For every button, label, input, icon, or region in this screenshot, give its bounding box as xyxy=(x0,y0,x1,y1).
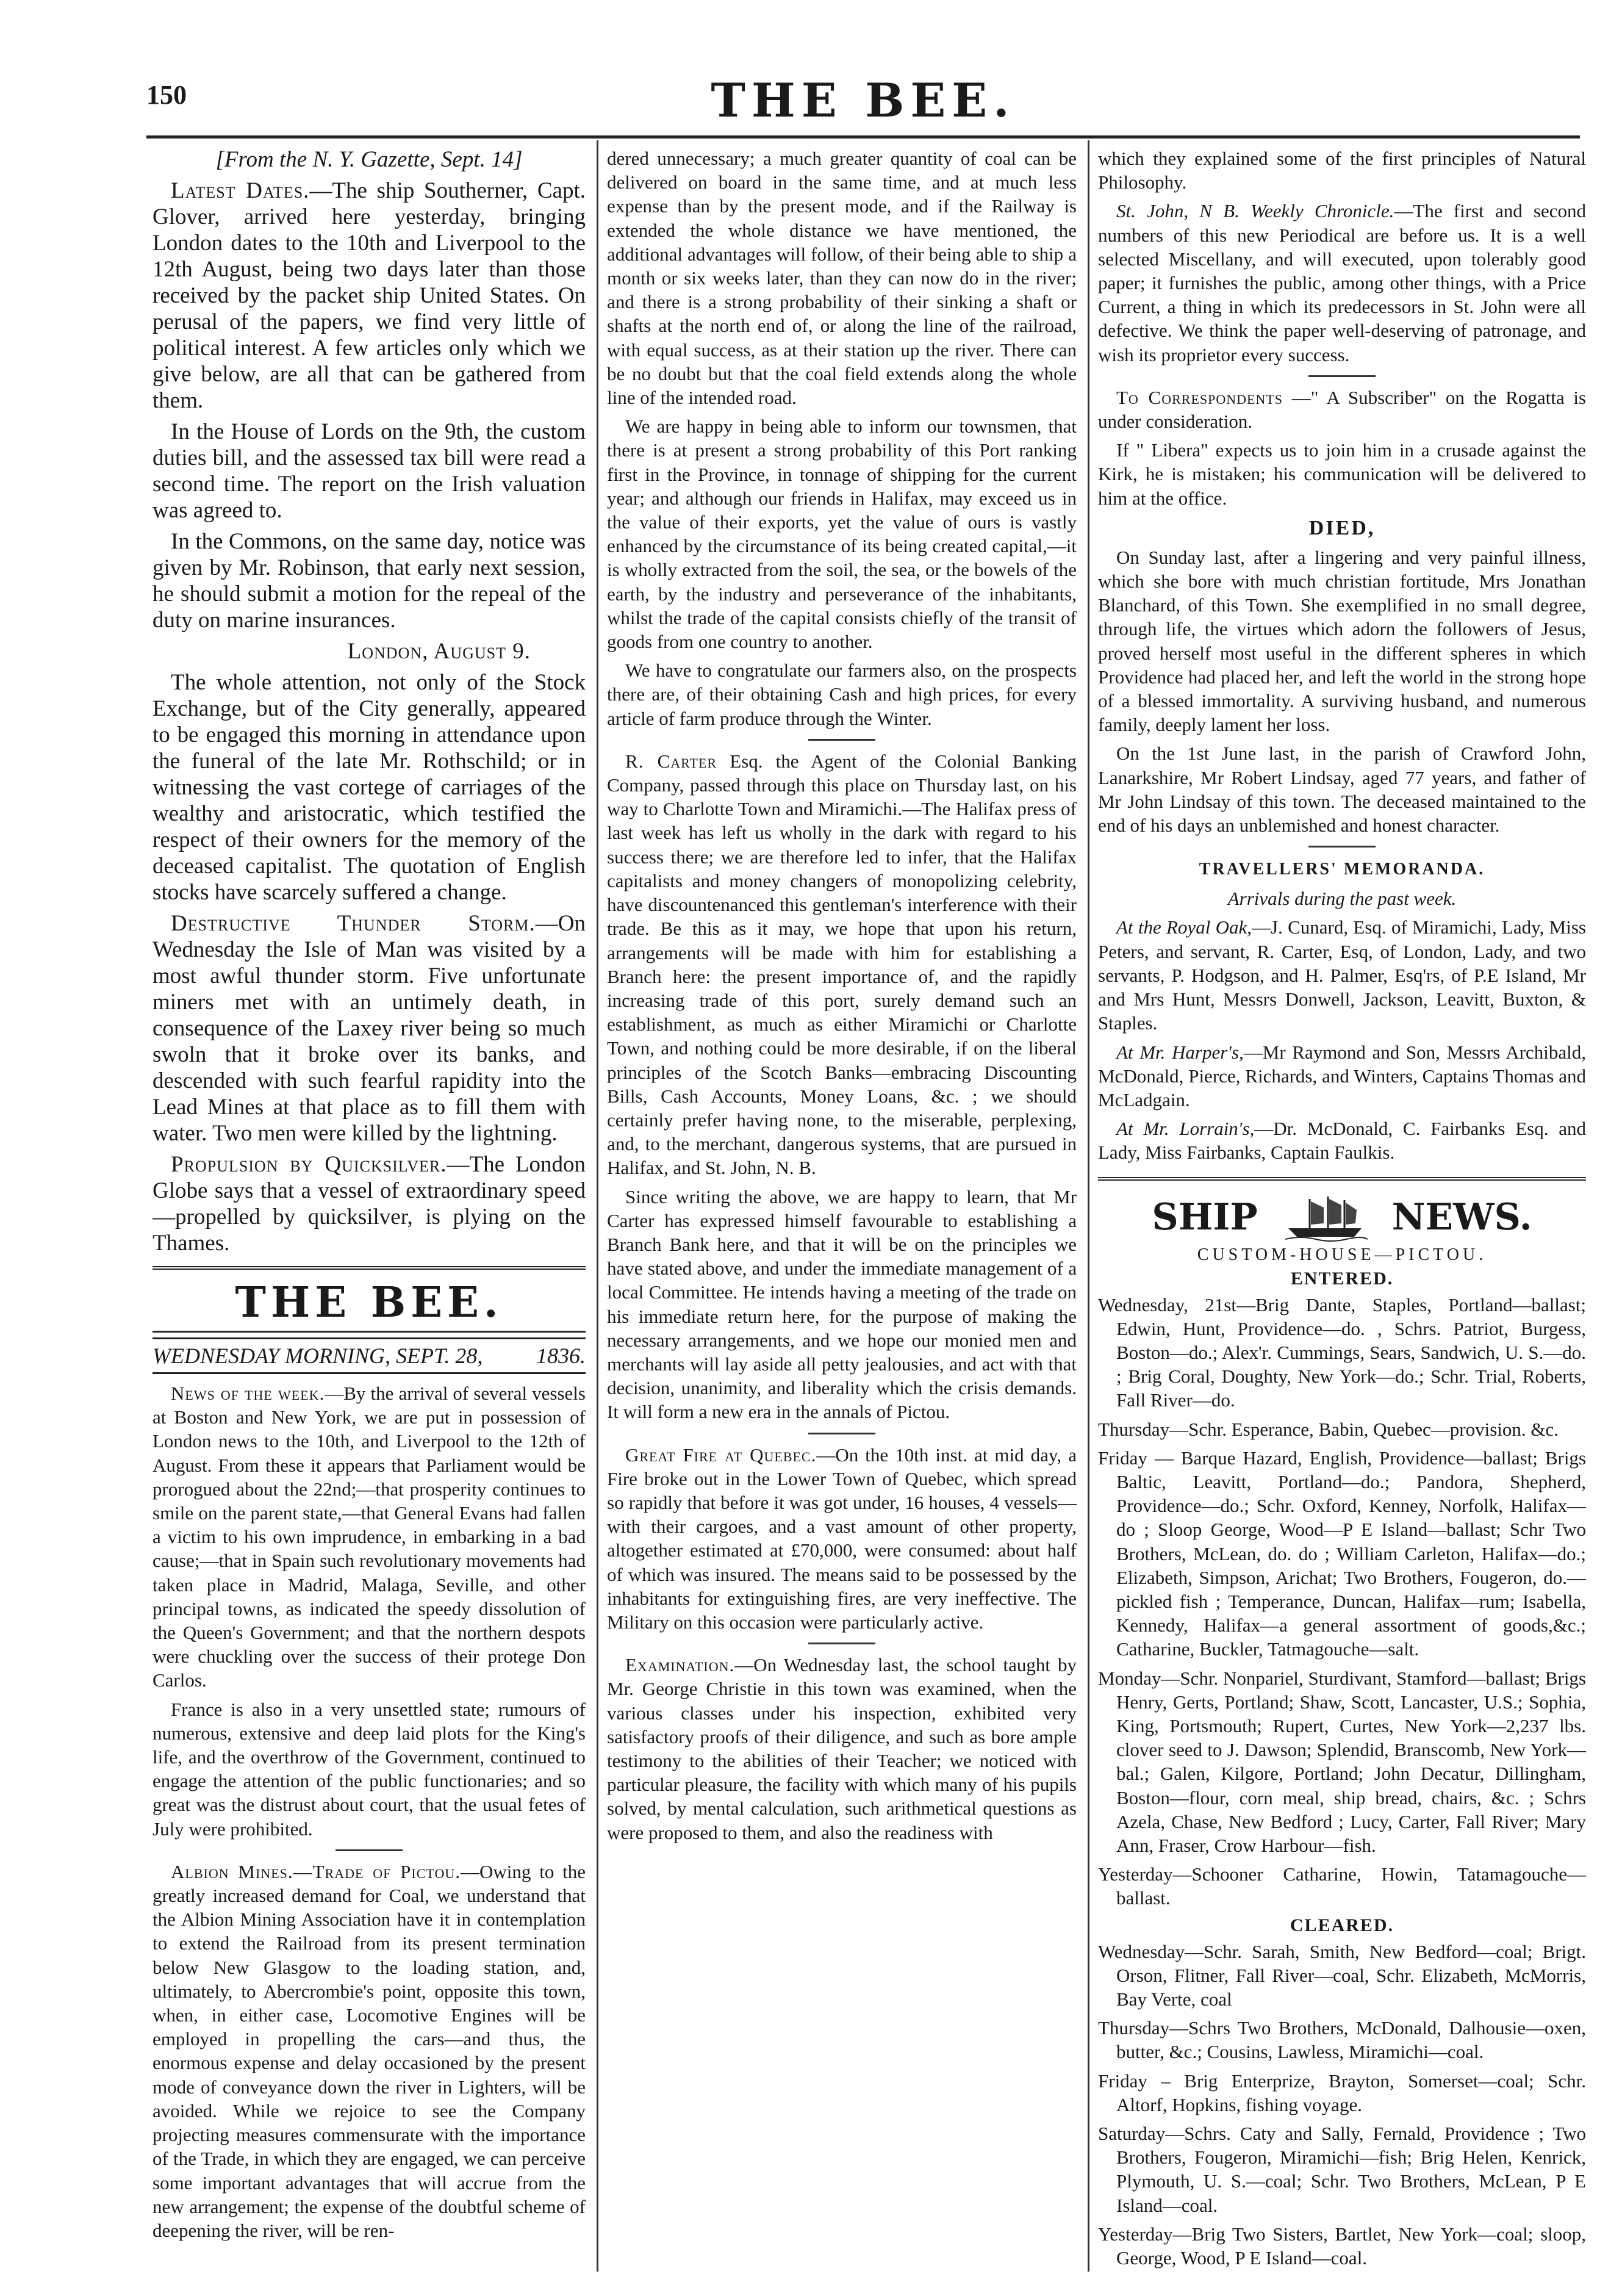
article-lead: Latest Dates. xyxy=(171,178,310,203)
dateline: London, August 9. xyxy=(347,639,531,664)
traveller-entry xyxy=(1098,915,1586,1035)
entry-lead: At the Royal Oak, xyxy=(1116,916,1252,938)
ship-news-section xyxy=(1098,1177,1586,2270)
entry-body: —J. Cunard, Esq. of Miramichi, Lady, Miss Peters, and servant, R. Carter, Esq, of London, Lady, and two servants, P. Hodgson, and H. Palmer, Esq'rs, of P.E Island, Mr and Mrs Hunt, Messrs Donwell, Jackson, Leavitt, Buxton, & Staples. xyxy=(1098,916,1586,1034)
article-body: —On Wednesday last, the school taught by Mr. George Christie in this town was examined, when the various classes under his inspection, exhibited very satisfactory proofs of their diligence, and such as bore ample testimony to the abilities of their Teacher; we noticed with particular pleasure, the facility with which many of his pupils solved, by mental calculation, such arithmetical questions as were proposed to them, and also the readiness with xyxy=(607,1654,1077,1843)
ship-entry: Monday—Schr. Nonpariel, Sturdivant, Stamford—ballast; Brigs Henry, Gerts, Portland; Shaw, Scott, Lancaster, U.S.; Sophia, King, Portsmouth; Rupert, Curtes, New York—2,237 lbs. clover seed to J. Dawson; Splendid, Branscomb, New York—bal.; Galen, Kilgore, Portland; John Decatur, Dillingham, Boston—flour, corn meal, ship bread, chairs, &c. ; Schrs Azela, Chase, New Bedford ; Lucy, Carter, Fall River; Mary Ann, Fraser, Crow Harbour—fish. xyxy=(1098,1667,1586,1856)
ship-news-title-left: SHIP xyxy=(1152,1195,1258,1239)
entered-heading: ENTERED. xyxy=(1290,1268,1394,1289)
header-rule xyxy=(146,135,1580,139)
paragraph: dered unnecessary; a much greater quantity of coal can be delivered on board in the same time, and at much less expense than by the present mode, and if the Railway is extended the whole distance we have mentioned, the additional advantages will follow, of their being able to ship a month or six weeks later, than they can now do in the river; and there is a strong probability of their sinking a shaft or shafts at the north end of, or along the line of the railroad, with equal success, as at their station up the river. There can be no doubt but that the coal field extends along the whole line of the intended road. xyxy=(607,148,1077,409)
traveller-entry xyxy=(1098,1117,1586,1164)
ship-clearance: Wednesday—Schr. Sarah, Smith, New Bedford—coal; Brigt. Orson, Flitner, Fall River—coal, Schr. Elizabeth, McMorris, Bay Verte, coal xyxy=(1098,1940,1586,2010)
article-lead: To Correspondents xyxy=(1116,386,1283,408)
entry-lead: At Mr. Harper's, xyxy=(1116,1041,1244,1063)
article-body: —By the arrival of several vessels at Boston and New York, we are put in possession of London news to the 10th, and Liverpool to the 12th of August. From these it appears that Parliament would be prorogued about the 22nd;—that prosperity continues to smile on the parent state,—that General Evans had fallen a victim to his own imprudence, in embarking in a bad cause;—that in Spain such revolutionary movements had taken place in Madrid, Malaga, Seville, and other principal towns, as indicated the speedy dissolution of the Queen's Government; and that the northern despots were chuckling over the success of their protege Don Carlos. xyxy=(153,1383,586,1691)
article-body: —" A Subscriber" on the Rogatta is under consideration. xyxy=(1098,386,1586,433)
article-carter xyxy=(607,749,1077,1180)
article-body: —The London Globe says that a vessel of extraordinary speed —propelled by quicksilver, is plying on the Thames. xyxy=(153,1152,586,1256)
paragraph: We are happy in being able to inform our townsmen, that there is at present a strong probability of this Port ranking first in the Province, in tonnage of shipping for the current year; and although our friends in Halifax, may exceed us in the value of their exports, yet the value of ours is vastly enhanced by the circumstance of its being created capital,—it is wholly extracted from the soil, the sea, or the bowels of the earth, by the industry and perseverance of the inhabitants, whilst the trade of the capital consists chiefly of the transit of goods from one country to another. xyxy=(607,416,1077,653)
article-lead: Great Fire at Quebec. xyxy=(625,1444,817,1466)
page-number: 150 xyxy=(146,80,187,110)
article-lead: Albion Mines.—Trade of Pictou. xyxy=(171,1860,461,1882)
source-line: [From the N. Y. Gazette, Sept. 14] xyxy=(215,147,523,172)
article-body: Esq. the Agent of the Colonial Banking Company, passed through this place on Thursday last, on his way to Charlotte Town and Miramichi.—The Halifax press of last week has left us wholly in the dark with regard to his success there; we are therefore led to infer, that the Halifax capitalists and money changers of monopolizing celebrity, have discountenanced this gentleman's interference with their trade. Be this as it may, we hope that upon his return, arrangements will be made with him for establishing a Branch here: the present importance of, and the rapidly increasing trade of this port, surely demand such an establishment, as much as either Miramichi or Charlotte Town, and nothing could be more desirable, if on the liberal principles of the Scotch Banks—embracing Discounting Bills, Cash Accounts, Money Loans, &c. ; we should certainly prefer having none, to the miserable, perplexing, and, to the merchant, dangerous systems, that are pursued in Halifax, and St. John, N. B. xyxy=(607,750,1077,1179)
separator xyxy=(808,1643,875,1644)
article-body: —On the 10th inst. at mid day, a Fire broke out in the Lower Town of Quebec, which spread so rapidly that before it was got under, 16 houses, 4 vessels—with their cargoes, and a vast amount of other property, altogether estimated at £70,000, were consumed: about half of which was insured. The means said to be possessed by the inhabitants for extinguishing fires, are very ineffective. The Military on this occasion were particularly active. xyxy=(607,1444,1077,1633)
obituary: On the 1st June last, in the parish of Crawford John, Lanarkshire, Mr Robert Lindsay, aged 77 years, and father of Mr John Lindsay of this town. The deceased maintained to the end of his days an unblemished and honest character. xyxy=(1098,743,1586,837)
article-albion-mines xyxy=(153,1860,586,2242)
separator xyxy=(336,1849,403,1851)
article-lead: St. John, N B. Weekly Chronicle. xyxy=(1116,200,1394,222)
page-header xyxy=(146,73,1580,134)
article-body: —On Wednesday the Isle of Man was visited by a most awful thunder storm. Five unfortunate miners met with an untimely death, in consequence of the Laxey river being so much swoln that it broke over its banks, and descended with such fearful rapidity into the Lead Mines at that place as to fill them with water. Two men were killed by the lightning. xyxy=(153,911,586,1146)
ship-icon xyxy=(1282,1193,1368,1242)
ship-entry: Friday — Barque Hazard, English, Providence—ballast; Brigs Baltic, Leavitt, Portland—do.; Pandora, Shepherd, Providence—do.; Schr. Oxford, Kenney, Norfolk, Halifax—do ; Sloop George, Wood—P E Island—ballast; Schr Two Brothers, McLean, do. do ; William Carleton, Halifax—do.; Elizabeth, Simpson, Arichat; Two Brothers, Fougeron, do.—pickled fish ; Temperance, Duncan, Halifax—rum; Isabella, Kennedy, Halifax—a general assortment of goods,&c.; Catharine, Buckler, Tatmagouche—salt. xyxy=(1098,1447,1586,1660)
ship-entry: Thursday—Schr. Esperance, Babin, Quebec—provision. &c. xyxy=(1098,1418,1559,1440)
ship-news-title xyxy=(1098,1193,1586,1242)
article-quicksilver xyxy=(153,1151,586,1256)
article-thunder-storm xyxy=(153,910,586,1146)
column-rule-1 xyxy=(597,140,598,2272)
issue-year: 1836. xyxy=(536,1344,586,1368)
ship-clearance: Thursday—Schrs Two Brothers, McDonald, Dalhousie—oxen, butter, &c.; Cousins, Lawless, Miramichi—coal. xyxy=(1098,2017,1586,2063)
separator xyxy=(1308,846,1376,848)
paragraph: In the House of Lords on the 9th, the custom duties bill, and the assessed tax bill were read a second time. The report on the Irish valuation was agreed to. xyxy=(153,419,586,523)
traveller-entry xyxy=(1098,1040,1586,1112)
paragraph: If " Libera" expects us to join him in a crusade against the Kirk, he is mistaken; his communication will be delivered to him at the office. xyxy=(1098,439,1586,509)
article-latest-dates xyxy=(153,178,586,414)
issue-date-text: WEDNESDAY MORNING, SEPT. 28, xyxy=(153,1344,483,1368)
article-lead: R. Carter xyxy=(625,750,717,772)
article-lead: Propulsion by Quicksilver. xyxy=(171,1152,447,1177)
article-quebec-fire xyxy=(607,1443,1077,1635)
custom-house-line: CUSTOM-HOUSE—PICTOU. xyxy=(1197,1245,1487,1264)
obituary: On Sunday last, after a lingering and very painful illness, which she bore with much christian fortitude, Mrs Jonathan Blanchard, of this Town. She exemplified in no small degree, through life, the virtues which adorn the followers of Jesus, proved herself most useful in the different spheres in which Providence had placed her, and left the world in the strong hope of a blessed immortality. A surviving husband, and numerous family, deeply lament her loss. xyxy=(1098,546,1586,736)
paragraph: which they explained some of the first principles of Natural Philosophy. xyxy=(1098,148,1586,193)
editorial-title: THE BEE. xyxy=(235,1278,503,1327)
correspondents xyxy=(1098,386,1586,433)
travellers-subheading: Arrivals during the past week. xyxy=(1227,888,1457,910)
entry-lead: At Mr. Lorrain's, xyxy=(1116,1118,1255,1140)
article-chronicle xyxy=(1098,199,1586,366)
travellers-heading: TRAVELLERS' MEMORANDA. xyxy=(1199,860,1485,879)
entry-body: —Mr Raymond and Son, Messrs Archibald, McDonald, Pierce, Richards, and Winters, Captains Thomas and McLadgain. xyxy=(1098,1041,1586,1110)
issue-date xyxy=(153,1337,586,1374)
article-body: —Owing to the greatly increased demand for Coal, we understand that the Albion Mining Association have it in contemplation to extend the Railroad from its present termination below New Glasgow to the loading station, and, ultimately, to Abercrombie's point, opposite this town, when, in either case, Locomotive Engines will be employed in propelling the cars—and thus, the enormous expense and delay occasioned by the present mode of conveyance down the river in Lighters, will be avoided. While we rejoice to see the Company projecting measures commensurate with the importance of the Trade, in which they are engaged, we can perceive some important advantages that will accrue from the new arrangement; the expense of the doubtful scheme of deepening the river, will be ren- xyxy=(153,1860,586,2241)
masthead: THE BEE. xyxy=(711,73,1016,128)
article-lead: Examination. xyxy=(625,1654,735,1676)
article-lead: Destructive Thunder Storm. xyxy=(171,911,536,936)
separator xyxy=(1308,375,1376,377)
entry-body: —Dr. McDonald, C. Fairbanks Esq. and Lady, Miss Fairbanks, Captain Faulkis. xyxy=(1098,1118,1586,1164)
paragraph: France is also in a very unsettled state; rumours of numerous, extensive and deep laid plots for the King's life, and the overthrow of the Government, continued to engage the attention of the public functionaries; and so great was the distrust about court, that the usual fetes of July were prohibited. xyxy=(153,1698,586,1840)
died-heading: DIED, xyxy=(1308,516,1376,539)
ship-clearance: Yesterday—Brig Two Sisters, Bartlet, New York—coal; sloop, George, Wood, P E Island—coal. xyxy=(1098,2223,1586,2269)
paragraph: We have to congratulate our farmers also, on the prospects there are, of their obtaining Cash and high prices, for every article of farm produce through the Winter. xyxy=(607,660,1077,729)
article-body: —The ship Southerner, Capt. Glover, arrived here yesterday, bringing London dates to the 10th and Liverpool to the 12th August, being two days later than those received by the packet ship United States. On perusal of the papers, we find very little of political interest. A few articles only which we give below, are all that can be gathered from them. xyxy=(153,178,586,413)
separator xyxy=(808,1433,875,1434)
column-rule-2 xyxy=(1088,140,1089,2272)
ship-clearance: Friday – Brig Enterprize, Brayton, Somerset—coal; Schr. Altorf, Hopkins, fishing voyage. xyxy=(1098,2070,1586,2115)
paragraph: In the Commons, on the same day, notice was given by Mr. Robinson, that early next session, he should submit a motion for the repeal of the duty on marine insurances. xyxy=(153,529,586,633)
article-news-of-week xyxy=(153,1381,586,1693)
paragraph: The whole attention, not only of the Stock Exchange, but of the City generally, appeared to be engaged this morning in attendance upon the funeral of the late Mr. Rothschild; or in witnessing the vast cortege of carriages of the wealthy and aristocratic, which testified the respect of their owners for the memory of the deceased capitalist. The quotation of English stocks have scarcely suffered a change. xyxy=(153,670,586,905)
column-1 xyxy=(153,146,586,2272)
ship-entry: Wednesday, 21st—Brig Dante, Staples, Portland—ballast; Edwin, Hunt, Providence—do. , Schrs. Patriot, Burgess, Boston—do.; Alex'r. Cummings, Sears, Sandwich, U. S.—do. ; Brig Coral, Doughty, New York—do.; Schr. Trial, Roberts, Fall River—do. xyxy=(1098,1294,1586,1411)
separator xyxy=(808,739,875,741)
article-lead: News of the week. xyxy=(171,1383,325,1404)
paragraph: Since writing the above, we are happy to learn, that Mr Carter has expressed himself favourable to establishing a Branch Bank here, and that it will be on the principles we have stated above, and under the immediate management of a local Committee. He intends having a meeting of the trade on his immediate return here, for the purpose of making the necessary arrangements, and we hope our monied men and merchants will lay aside all petty jealousies, and act with that decision, unanimity, and liberality which the crisis demands. It will form a new era in the annals of Pictou. xyxy=(607,1186,1077,1423)
column-2 xyxy=(607,146,1077,2272)
article-body: —The first and second numbers of this new Periodical are before us. It is a well selected Miscellany, and will executed, upon tolerably good paper; it furnishes the public, among other things, with a Price Current, a thing in which its predecessors in St. John were all defective. We think the paper well-deserving of patronage, and wish its proprietor every success. xyxy=(1098,200,1586,365)
ship-clearance: Saturday—Schrs. Caty and Sally, Fernald, Providence ; Two Brothers, Fougeron, Miramichi—fish; Brig Helen, Kenrick, Plymouth, U. S.—coal; Schr. Two Brothers, McLean, P E Island—coal. xyxy=(1098,2123,1586,2216)
cleared-heading: CLEARED. xyxy=(1290,1915,1394,1935)
ship-entry: Yesterday—Schooner Catharine, Howin, Tatamagouche—ballast. xyxy=(1098,1863,1586,1909)
article-examination xyxy=(607,1653,1077,1844)
editorial-masthead xyxy=(153,1266,586,1333)
column-3 xyxy=(1098,146,1586,2272)
ship-news-title-right: NEWS. xyxy=(1391,1195,1532,1239)
